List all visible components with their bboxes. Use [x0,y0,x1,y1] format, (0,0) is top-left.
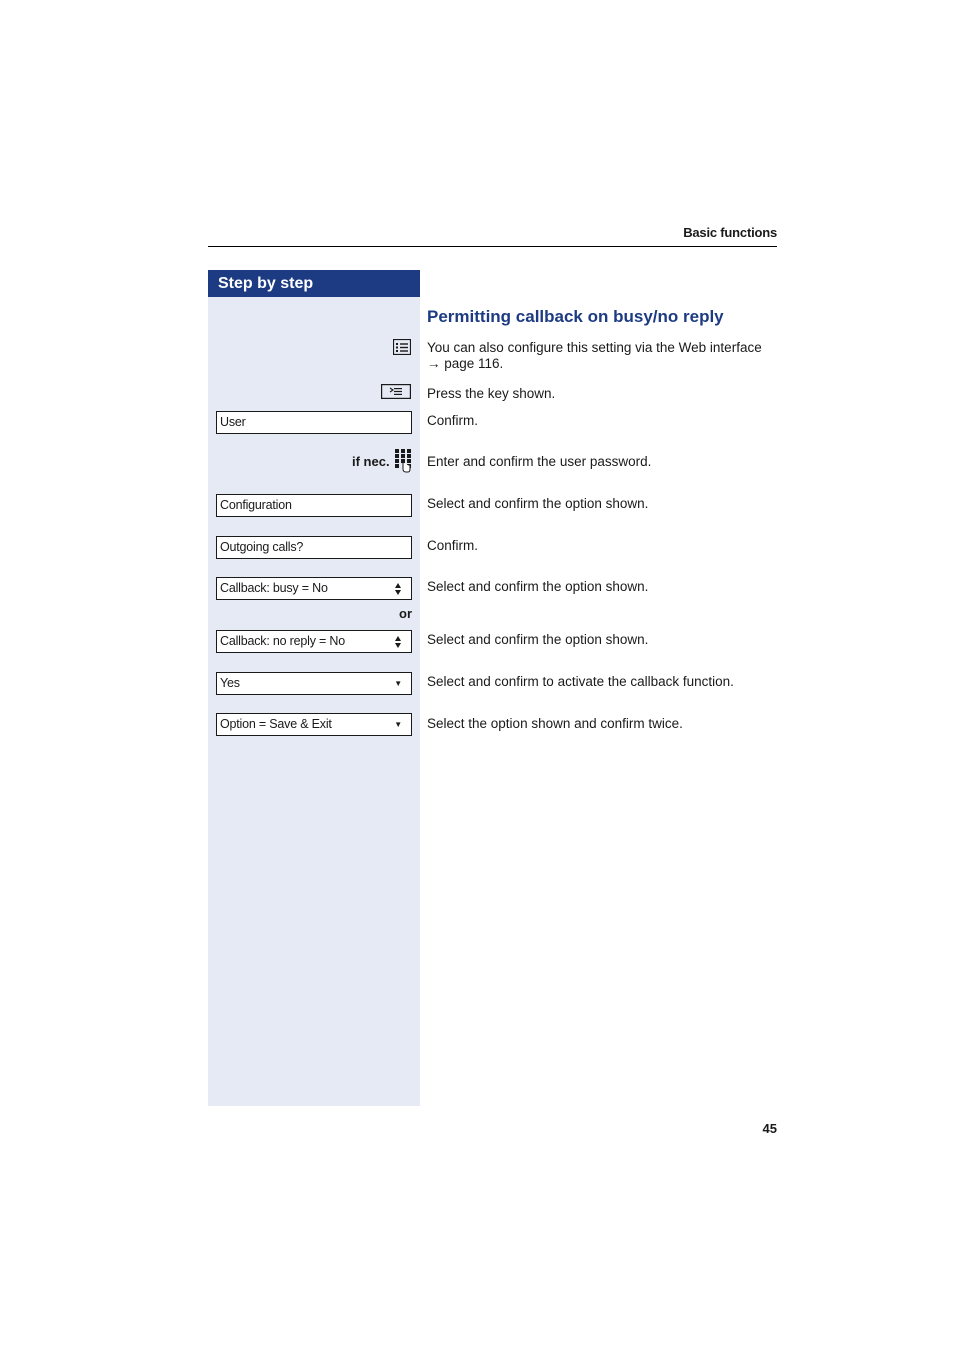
display-option-configuration[interactable]: Configuration [216,494,412,517]
step-text: Press the key shown. [427,386,556,401]
arrow-icon: → [427,356,441,371]
display-option-save-exit[interactable] [216,713,412,736]
step-by-step-title: Step by step [208,270,420,297]
step-text: Confirm. [427,413,479,428]
step-text: Confirm. [427,538,479,553]
display-option-yes[interactable] [216,672,412,695]
display-option-label: Option = Save & Exit [220,717,332,731]
intro-line-2 [427,356,503,372]
display-option-outgoing-calls[interactable]: Outgoing calls? [216,536,412,559]
step-text: Select the option shown and confirm twice. [427,716,683,731]
page-number: 45 [762,1121,777,1136]
display-option-label: Yes [220,676,240,690]
scroll-up-down-icon [395,636,401,648]
keypad-icon [395,449,412,473]
step-text: Enter and confirm the user password. [427,454,652,469]
scroll-up-down-icon [395,583,401,595]
dropdown-arrow-icon: ▼ [394,720,402,729]
intro-line-1: You can also configure this setting via the Web interface [427,340,762,355]
web-interface-list-icon [393,339,411,355]
menu-key-icon [381,384,411,399]
display-option-user[interactable]: User [216,411,412,434]
step-text: Select and confirm to activate the callback function. [427,674,734,689]
section-title: Permitting callback on busy/no reply [427,307,724,326]
running-header: Basic functions [683,225,777,240]
display-option-callback-no-reply[interactable] [216,630,412,653]
step-text: Select and confirm the option shown. [427,496,649,511]
display-option-callback-busy[interactable] [216,577,412,600]
dropdown-arrow-icon: ▼ [394,679,402,688]
if-necessary-label: if nec. [352,454,390,469]
header-rule [208,246,777,247]
display-option-label: Callback: no reply = No [220,634,345,648]
step-text: Select and confirm the option shown. [427,579,649,594]
page-reference-link[interactable]: page 116. [440,356,504,371]
or-label: or [399,606,412,621]
display-option-label: Callback: busy = No [220,581,328,595]
step-text: Select and confirm the option shown. [427,632,649,647]
